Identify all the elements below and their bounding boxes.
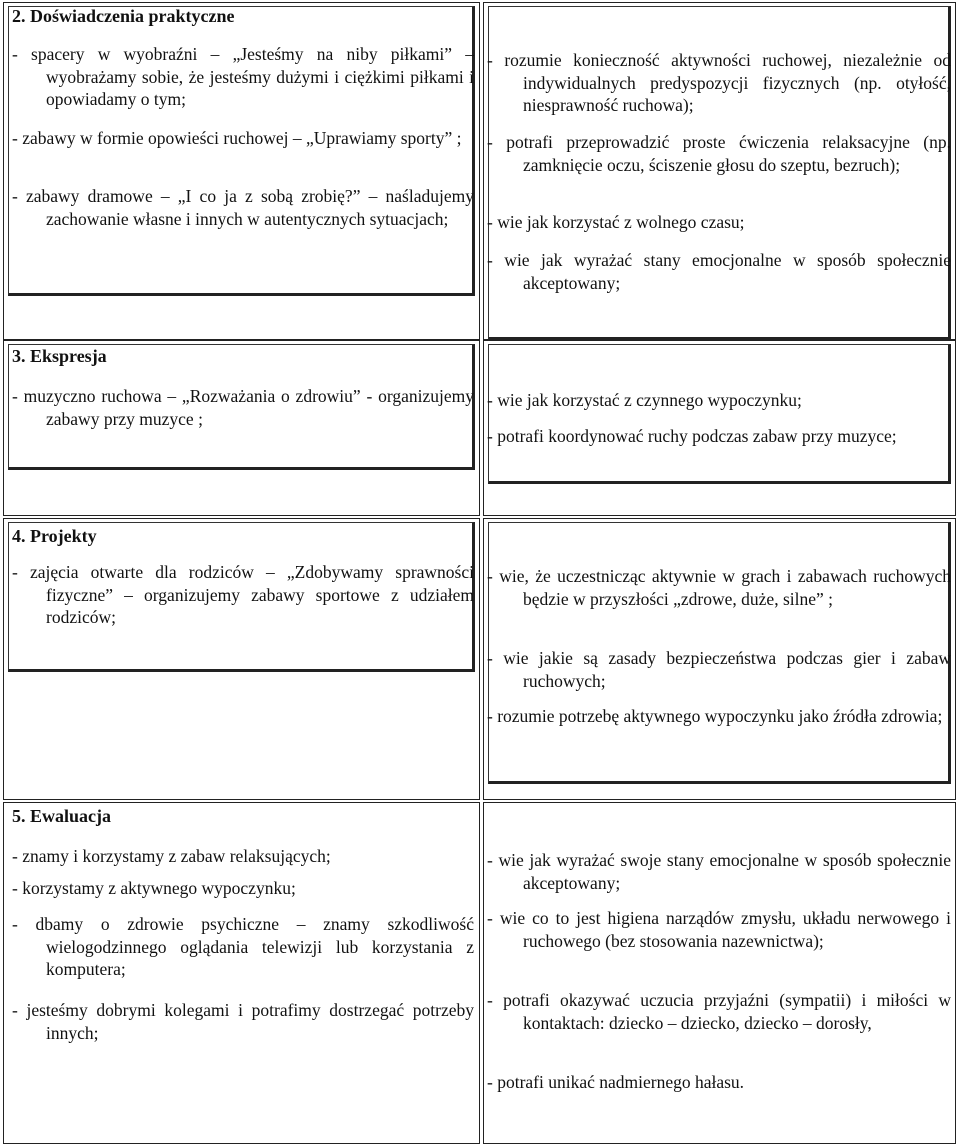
list-item: - jesteśmy dobrymi kolegami i potrafimy dostrzegać potrzeby innych; xyxy=(12,1000,474,1043)
list-item: - wie jak korzystać z wolnego czasu; xyxy=(487,212,745,232)
section-4-left-cell xyxy=(3,518,480,800)
list-item: - potrafi okazywać uczucia przyjaźni (sympatii) i miłości w kontaktach: dziecko – dziecko, dziecko – dorosły, xyxy=(487,990,951,1033)
section-5-heading: 5. Ewaluacja xyxy=(12,806,111,826)
section-3-left-cell xyxy=(3,340,480,516)
list-item: - rozumie potrzebę aktywnego wypoczynku jako źródła zdrowia; xyxy=(487,706,943,726)
section-5-right-cell xyxy=(483,802,956,1144)
list-item: - zabawy w formie opowieści ruchowej – „Uprawiamy sporty” ; xyxy=(12,128,462,148)
section-row-3 xyxy=(3,340,956,516)
section-row-4 xyxy=(3,518,956,800)
section-row-2 xyxy=(3,2,956,340)
section-2-heading: 2. Doświadczenia praktyczne xyxy=(12,6,235,26)
list-item: - wie, że uczestnicząc aktywnie w grach i zabawach ruchowych będzie w przyszłości „zdrowe, duże, silne” ; xyxy=(487,566,951,609)
list-item: - spacery w wyobraźni – „Jesteśmy na niby piłkami” – wyobrażamy sobie, że jesteśmy dużymi i ciężkimi piłkami i opowiadamy o tym; xyxy=(12,44,474,109)
list-item: - wie jakie są zasady bezpieczeństwa podczas gier i zabaw ruchowych; xyxy=(487,648,951,691)
section-4-right-cell xyxy=(483,518,956,800)
list-item: - wie jak korzystać z czynnego wypoczynku; xyxy=(487,390,802,410)
list-item: - korzystamy z aktywnego wypoczynku; xyxy=(12,878,296,898)
section-5-left-cell xyxy=(3,802,480,1144)
list-item: - muzyczno ruchowa – „Rozważania o zdrowiu” - organizujemy zabawy przy muzyce ; xyxy=(12,386,474,429)
list-item: - wie co to jest higiena narządów zmysłu, układu nerwowego i ruchowego (bez stosowania nazewnictwa); xyxy=(487,908,951,951)
section-3-right-cell xyxy=(483,340,956,516)
list-item: - dbamy o zdrowie psychiczne – znamy szkodliwość wielogodzinnego oglądania telewizji lub korzystania z komputera; xyxy=(12,914,474,979)
list-item: - wie jak wyrażać stany emocjonalne w sposób społecznie akceptowany; xyxy=(487,250,951,293)
list-item: - potrafi koordynować ruchy podczas zabaw przy muzyce; xyxy=(487,426,897,446)
section-4-heading: 4. Projekty xyxy=(12,526,97,546)
list-item: - zabawy dramowe – „I co ja z sobą zrobię?” – naśladujemy zachowanie własne i innych w autentycznych sytuacjach; xyxy=(12,186,474,229)
list-item: - wie jak wyrażać swoje stany emocjonalne w sposób społecznie akceptowany; xyxy=(487,850,951,893)
section-2-left-cell xyxy=(3,2,480,340)
list-item: - potrafi przeprowadzić proste ćwiczenia relaksacyjne (np. zamknięcie oczu, ściszenie głosu do szeptu, bezruch); xyxy=(487,132,951,175)
section-3-heading: 3. Ekspresja xyxy=(12,346,107,366)
list-item: - znamy i korzystamy z zabaw relaksujących; xyxy=(12,846,331,866)
list-item: - potrafi unikać nadmiernego hałasu. xyxy=(487,1072,745,1092)
section-row-5 xyxy=(3,802,956,1144)
list-item: - rozumie konieczność aktywności ruchowej, niezależnie od indywidualnych predyspozycji fizycznych (np. otyłość, niesprawność ruchowa); xyxy=(487,50,951,115)
section-3-right-box xyxy=(488,344,951,484)
section-2-right-cell xyxy=(483,2,956,340)
list-item: - zajęcia otwarte dla rodziców – „Zdobywamy sprawności fizyczne” – organizujemy zabawy sportowe z udziałem rodziców; xyxy=(12,562,474,627)
